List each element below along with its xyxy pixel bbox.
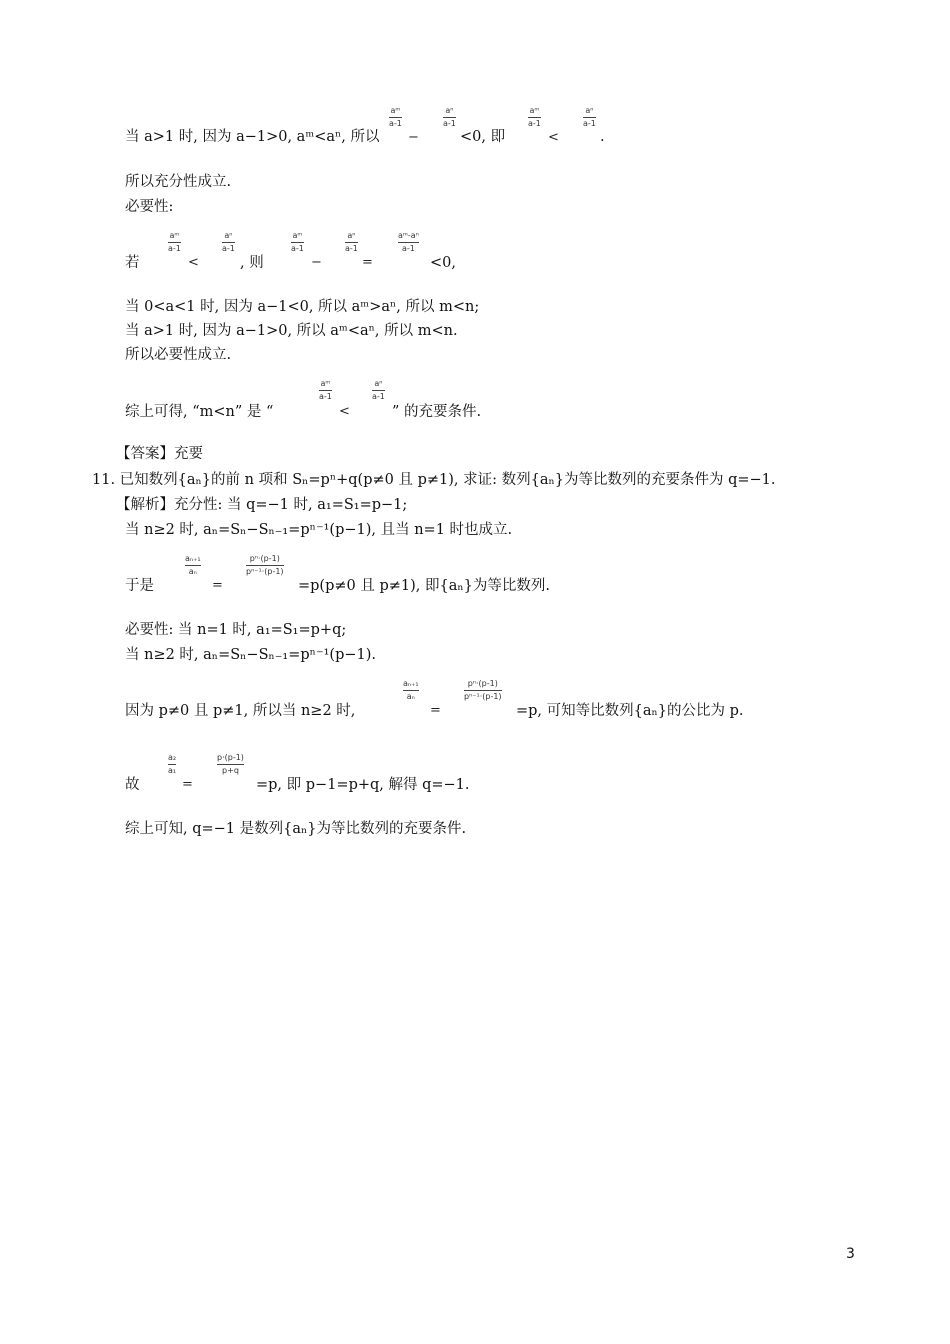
- text-line: 故: [125, 777, 140, 793]
- minus-sign: −: [311, 255, 322, 270]
- question-line: 11. 已知数列{aₙ}的前 n 项和 Sₙ=pⁿ+q(p≠0 且 p≠1), 求证: 数列{aₙ}为等比数列的充要条件为 q=−1.: [92, 472, 776, 488]
- fraction: aᵐ a-1: [319, 379, 332, 401]
- text-line: 因为 p≠0 且 p≠1, 所以当 n≥2 时,: [125, 703, 356, 719]
- fraction: aᵐ a-1: [168, 231, 181, 253]
- minus-sign: −: [408, 130, 419, 145]
- fraction: aⁿ a-1: [222, 231, 235, 253]
- equals-sign: =: [212, 578, 223, 593]
- fraction: a₂ a₁: [168, 753, 177, 775]
- equals-sign: =: [182, 777, 193, 792]
- fraction: aₙ₊₁ aₙ: [185, 554, 201, 576]
- page-number: 3: [846, 1246, 855, 1262]
- fraction: p·(p-1) p+q: [217, 753, 244, 775]
- fraction: aᵐ a-1: [389, 106, 402, 128]
- text-line: ” 的充要条件.: [392, 404, 482, 420]
- text-line: , 则: [240, 255, 264, 271]
- fraction: pⁿ·(p-1) pⁿ⁻¹·(p-1): [246, 554, 284, 576]
- text-line: 当 n≥2 时, aₙ=Sₙ−Sₙ₋₁=pⁿ⁻¹(p−1), 且当 n=1 时也成立.: [125, 522, 513, 538]
- fraction: aⁿ a-1: [345, 231, 358, 253]
- text-line: 当 a>1 时, 因为 a−1>0, 所以 aᵐ<aⁿ, 所以 m<n.: [125, 323, 458, 339]
- text-line: 必要性:: [125, 199, 174, 215]
- text-line: =p, 即 p−1=p+q, 解得 q=−1.: [256, 777, 470, 793]
- text-line: 所以必要性成立.: [125, 347, 232, 363]
- text-line: 当 0<a<1 时, 因为 a−1<0, 所以 aᵐ>aⁿ, 所以 m<n;: [125, 299, 480, 315]
- text-line: .: [600, 129, 605, 145]
- text-line: 【解析】充分性: 当 q=−1 时, a₁=S₁=p−1;: [116, 497, 408, 513]
- fraction: aᵐ a-1: [528, 106, 541, 128]
- text-line: 当 n≥2 时, aₙ=Sₙ−Sₙ₋₁=pⁿ⁻¹(p−1).: [125, 647, 376, 663]
- text-line: 综上可得, “m<n” 是 “: [125, 404, 274, 420]
- fraction: aⁿ a-1: [583, 106, 596, 128]
- fraction: aⁿ a-1: [372, 379, 385, 401]
- less-than-sign: <: [188, 255, 199, 270]
- text-line: 综上可知, q=−1 是数列{aₙ}为等比数列的充要条件.: [125, 821, 467, 837]
- fraction: aₙ₊₁ aₙ: [403, 679, 419, 701]
- text-line: <0, 即: [460, 129, 506, 145]
- text-line: 于是: [125, 578, 154, 594]
- text-line: 若: [125, 255, 140, 271]
- less-than-sign: <: [548, 130, 559, 145]
- less-than-sign: <: [339, 404, 350, 419]
- answer-line: 【答案】充要: [116, 446, 203, 462]
- fraction: aᵐ-aⁿ a-1: [398, 231, 419, 253]
- text-line: 所以充分性成立.: [125, 174, 232, 190]
- fraction: pⁿ·(p-1) pⁿ⁻¹·(p-1): [464, 679, 502, 701]
- text-line: <0,: [430, 255, 456, 271]
- text-line: =p(p≠0 且 p≠1), 即{aₙ}为等比数列.: [298, 578, 550, 594]
- equals-sign: =: [430, 703, 441, 718]
- text-line: =p, 可知等比数列{aₙ}的公比为 p.: [516, 703, 744, 719]
- fraction: aᵐ a-1: [291, 231, 304, 253]
- text-line: 必要性: 当 n=1 时, a₁=S₁=p+q;: [125, 622, 347, 638]
- text-line: 当 a>1 时, 因为 a−1>0, aᵐ<aⁿ, 所以: [125, 129, 380, 145]
- equals-sign: =: [362, 255, 373, 270]
- fraction: aⁿ a-1: [443, 106, 456, 128]
